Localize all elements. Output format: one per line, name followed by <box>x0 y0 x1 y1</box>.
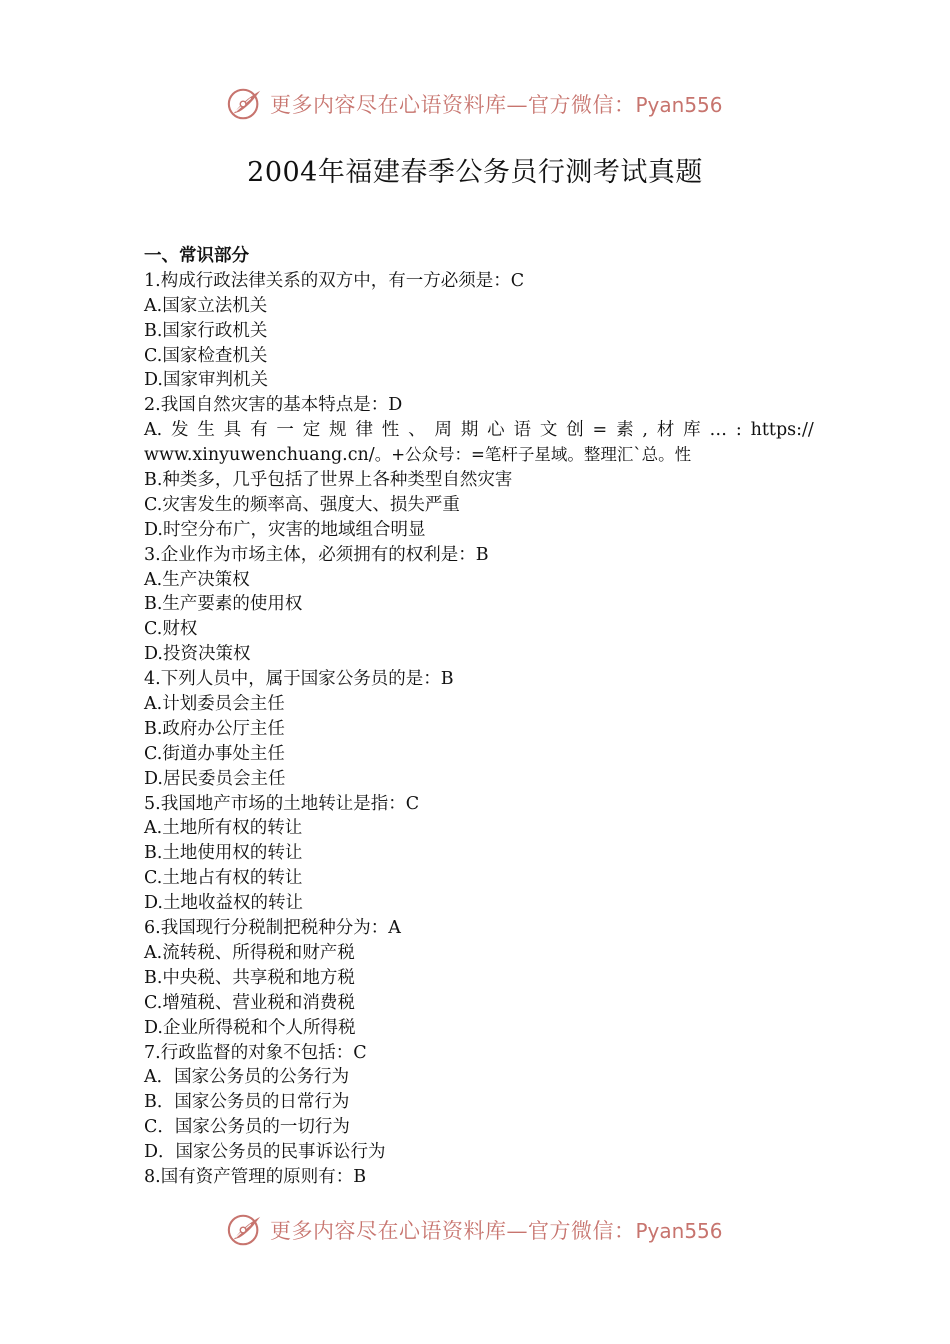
option-line: D.企业所得税和个人所得税 <box>144 1017 356 1038</box>
document-body <box>144 244 814 1190</box>
quill-pen-logo-icon <box>226 1211 264 1249</box>
option-line: D.国家审判机关 <box>144 370 268 391</box>
quill-pen-logo-icon <box>226 85 264 123</box>
option-line: C.财权 <box>144 619 198 640</box>
option-line: B.种类多，几乎包括了世界上各种类型自然灾害 <box>144 470 513 491</box>
option-line: C.国家检查机关 <box>144 345 268 366</box>
option-line: C．国家公务员的一切行为 <box>144 1117 350 1138</box>
option-line: B.土地使用权的转让 <box>144 843 303 864</box>
question-line: 7.行政监督的对象不包括：C <box>144 1042 367 1063</box>
watermark-banner-top <box>226 84 746 124</box>
question-list <box>144 468 814 1190</box>
option-line: D.时空分布广，灾害的地域组合明显 <box>144 519 426 540</box>
question-line: 4.下列人员中，属于国家公务员的是：B <box>144 669 454 690</box>
option-line: C.土地占有权的转让 <box>144 868 303 889</box>
option-line: A.生产决策权 <box>144 569 250 590</box>
option-line: B.国家行政机关 <box>144 320 268 341</box>
question-line: 6.我国现行分税制把税种分为：A <box>144 918 401 939</box>
spam-option-line: A. 发 生 具 有 一 定 规 律 性 、 周 期 心 语 文 创 = 素 , 材 库 … : https:// <box>144 420 814 441</box>
spam-continuation-line: www.xinyuwenchuang.cn/。+公众号：=笔杆子星域。整理汇`总。性 <box>144 445 692 466</box>
option-line: C.街道办事处主任 <box>144 743 285 764</box>
option-line: A.计划委员会主任 <box>144 694 285 715</box>
option-line: B.生产要素的使用权 <box>144 594 303 615</box>
option-line: D.投资决策权 <box>144 644 251 665</box>
option-line: D．国家公务员的民事诉讼行为 <box>144 1142 386 1163</box>
page-title: 2004年福建春季公务员行测考试真题 <box>247 157 703 188</box>
option-line: B.中央税、共享税和地方税 <box>144 967 355 988</box>
option-line: A．国家公务员的公务行为 <box>144 1067 350 1088</box>
question-line: 8.国有资产管理的原则有：B <box>144 1166 367 1187</box>
question-line: 1.构成行政法律关系的双方中，有一方必须是：C <box>144 270 525 291</box>
watermark-text: 更多内容尽在心语资料库—官方微信：Pyan556 <box>270 93 723 117</box>
option-line: D.居民委员会主任 <box>144 768 286 789</box>
option-line: A.土地所有权的转让 <box>144 818 303 839</box>
option-line: B．国家公务员的日常行为 <box>144 1092 350 1113</box>
question-line: 3.企业作为市场主体，必须拥有的权利是：B <box>144 544 489 565</box>
question-line: 2.我国自然灾害的基本特点是：D <box>144 395 403 416</box>
option-line: A.流转税、所得税和财产税 <box>144 942 355 963</box>
option-line: C.增殖税、营业税和消费税 <box>144 992 355 1013</box>
watermark-text: 更多内容尽在心语资料库—官方微信：Pyan556 <box>270 1219 723 1243</box>
option-line: C.灾害发生的频率高、强度大、损失严重 <box>144 494 460 515</box>
question-line: 5.我国地产市场的土地转让是指：C <box>144 793 420 814</box>
option-line: D.土地收益权的转让 <box>144 893 303 914</box>
section-heading: 一、常识部分 <box>144 246 249 266</box>
option-line: B.政府办公厅主任 <box>144 718 285 739</box>
watermark-banner-bottom <box>226 1210 746 1250</box>
option-line: A.国家立法机关 <box>144 295 268 316</box>
